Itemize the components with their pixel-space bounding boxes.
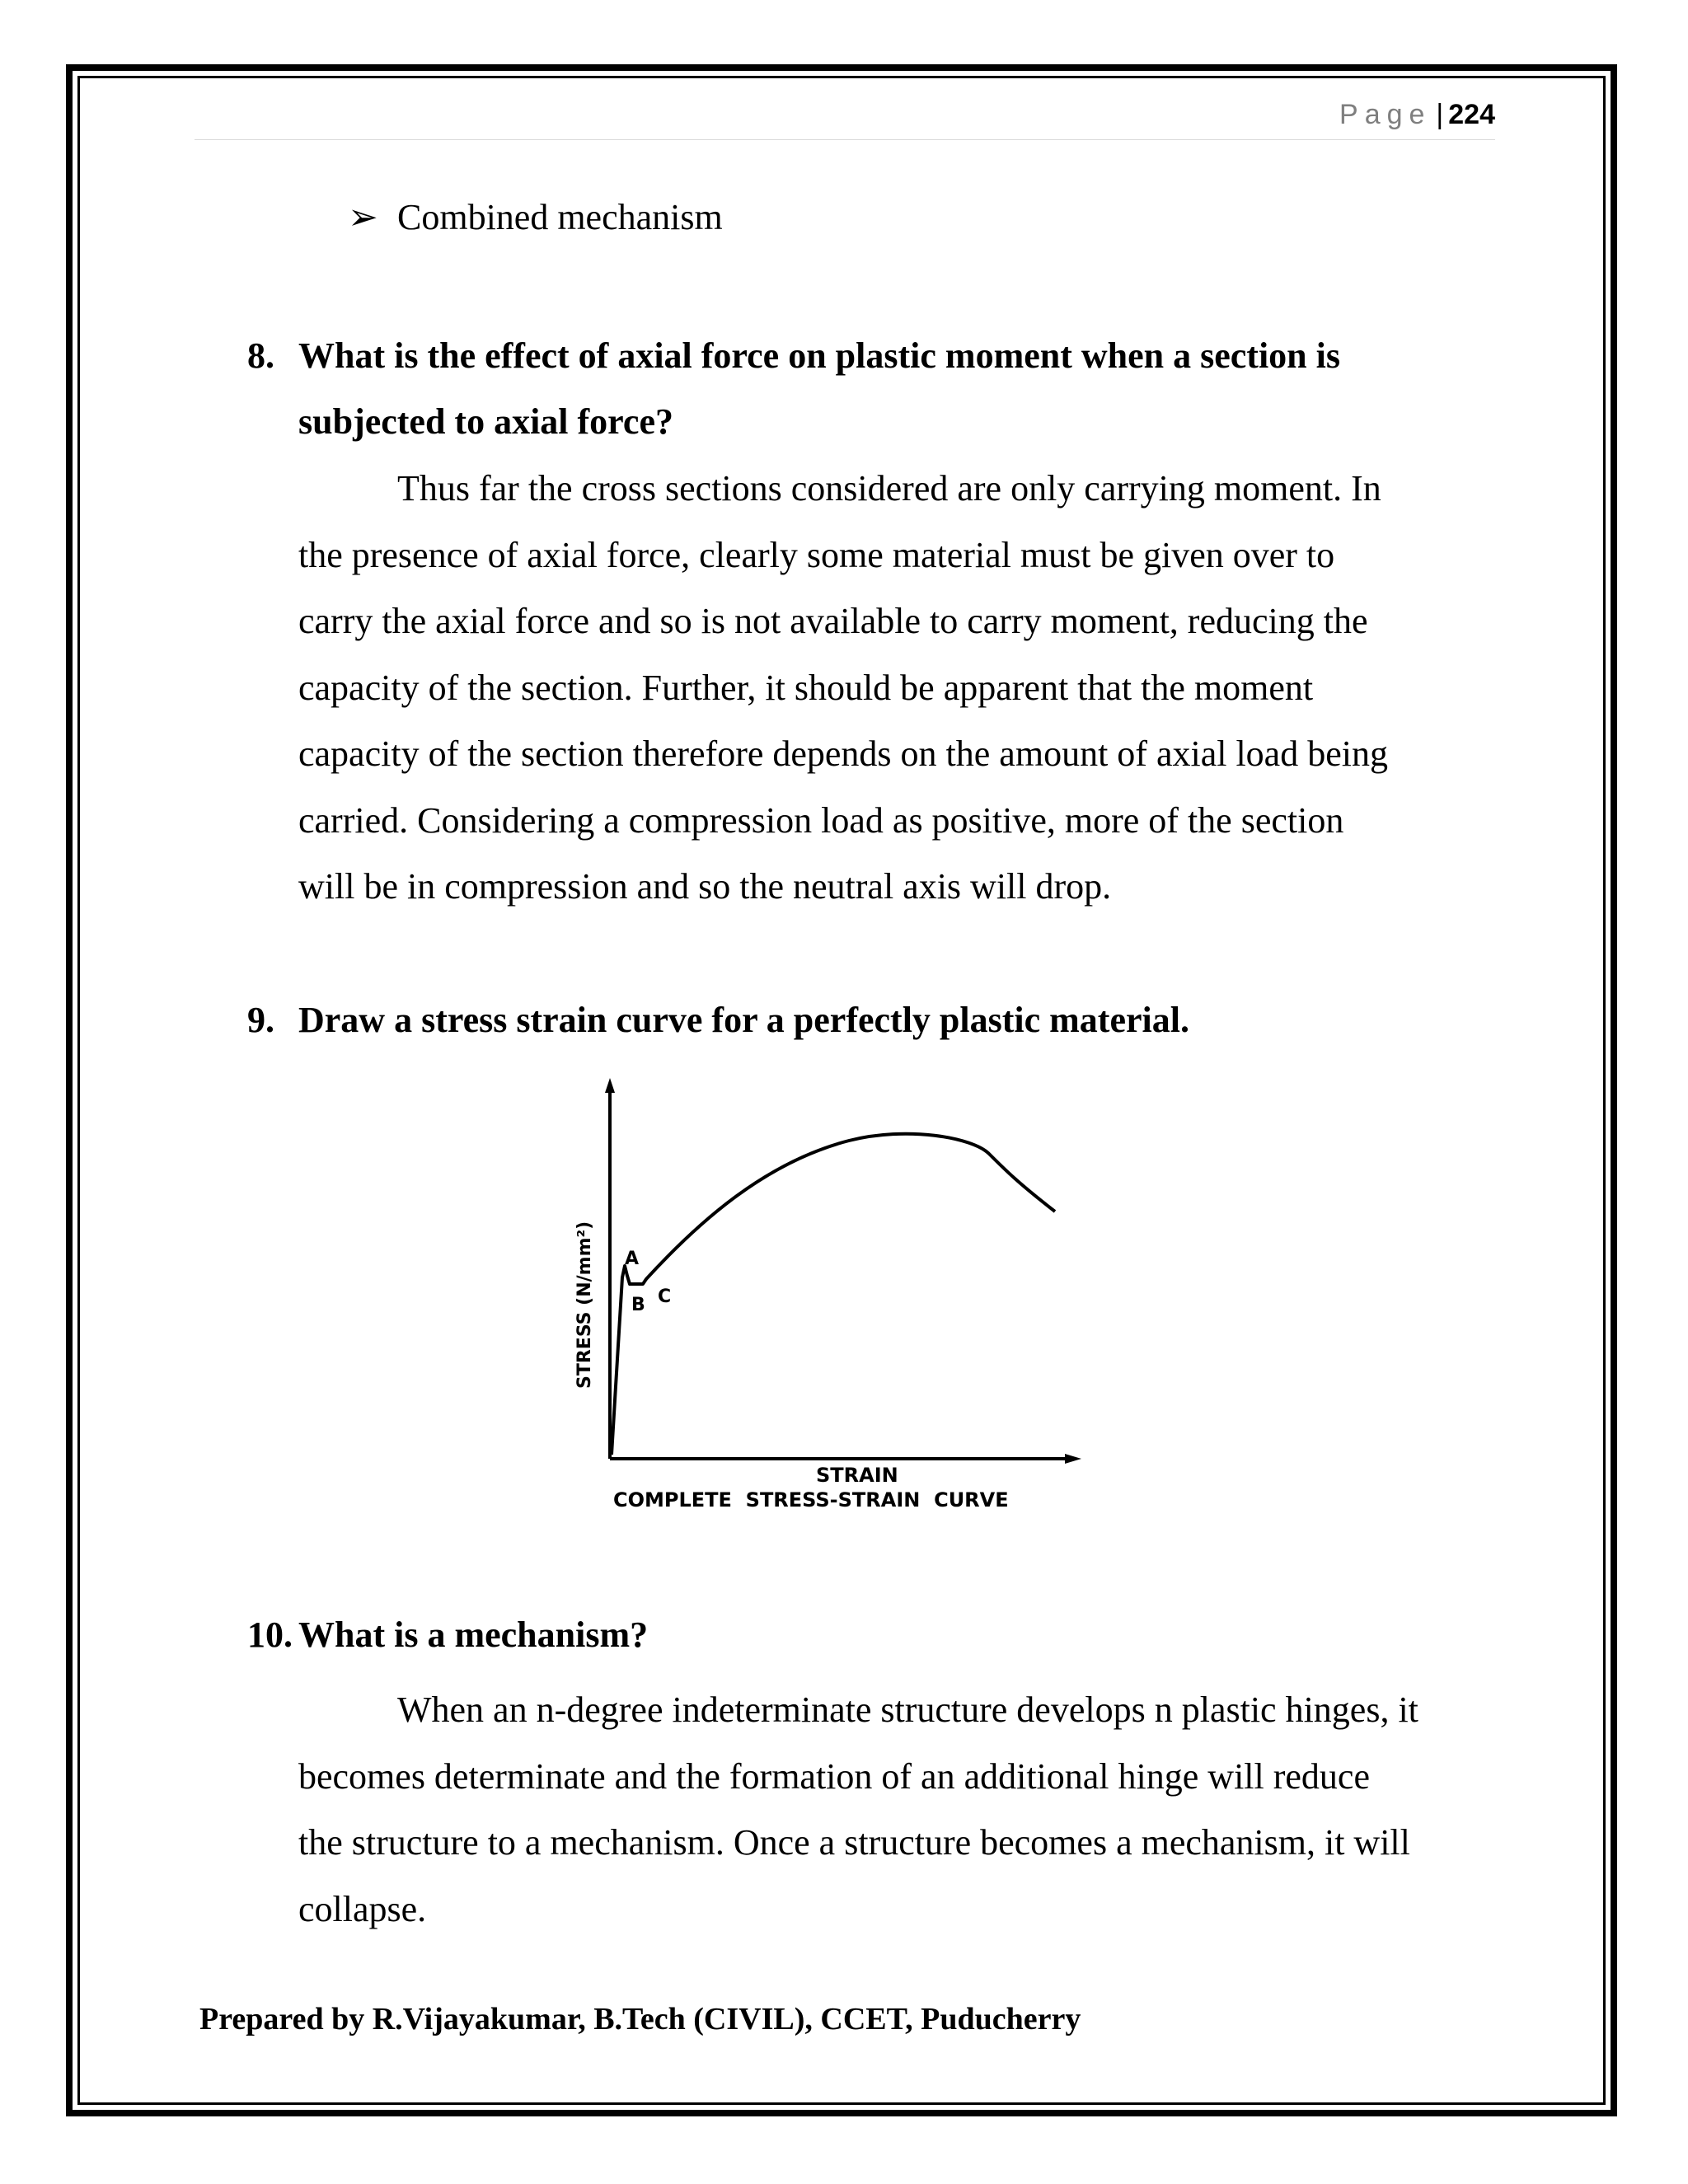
question-9 xyxy=(247,987,1189,1053)
answer-8-line: capacity of the section therefore depends on the amount of axial load being xyxy=(298,733,1388,774)
answer-8-line: will be in compression and so the neutral axis will drop. xyxy=(298,866,1112,907)
question-8-line-1: What is the effect of axial force on plastic moment when a section is xyxy=(298,335,1340,376)
answer-8-line: carry the axial force and so is not available to carry moment, reducing the xyxy=(298,601,1368,641)
question-9-number: 9. xyxy=(247,1000,274,1040)
answer-8-line: the presence of axial force, clearly some material must be given over to xyxy=(298,534,1335,575)
question-10-text: What is a mechanism? xyxy=(298,1615,649,1655)
point-label-a: A xyxy=(625,1249,640,1269)
figure-caption: COMPLETE STRESS-STRAIN CURVE xyxy=(613,1488,1009,1511)
question-8-text xyxy=(298,323,1502,455)
x-axis-arrowhead xyxy=(1065,1454,1081,1464)
stress-strain-curve xyxy=(612,1134,1055,1455)
point-label-b: B xyxy=(631,1295,645,1315)
page-footer: Prepared by R.Vijayakumar, B.Tech (CIVIL), CCET, Puducherry xyxy=(199,2002,1081,2036)
question-9-text: Draw a stress strain curve for a perfectly plastic material. xyxy=(298,1000,1189,1040)
y-axis-arrowhead xyxy=(605,1078,615,1093)
point-label-c: C xyxy=(658,1286,672,1307)
stress-strain-diagram xyxy=(544,1071,1104,1533)
page-separator: | xyxy=(1436,99,1444,130)
question-8-line-2: subjected to axial force? xyxy=(298,401,673,442)
page-label: Page xyxy=(1339,99,1432,130)
bullet-item xyxy=(348,196,723,238)
question-10 xyxy=(247,1602,648,1668)
answer-10-line: collapse. xyxy=(298,1888,427,1929)
question-8-number: 8. xyxy=(247,335,274,376)
y-axis-label: STRESS (N/mm²) xyxy=(574,1221,595,1389)
answer-8-line: capacity of the section. Further, it should be apparent that the moment xyxy=(298,667,1314,708)
answer-8-line: Thus far the cross sections considered are only carrying moment. In xyxy=(397,468,1381,509)
answer-10-line: becomes determinate and the formation of an additional hinge will reduce xyxy=(298,1755,1370,1797)
answer-10-line: the structure to a mechanism. Once a structure becomes a mechanism, it will xyxy=(298,1822,1410,1863)
page-number: 224 xyxy=(1448,99,1495,130)
stress-strain-figure xyxy=(544,1071,1104,1533)
answer-10-line: When an n-degree indeterminate structure develops n plastic hinges, it xyxy=(397,1690,1418,1730)
x-axis-label: STRAIN xyxy=(816,1464,898,1487)
answer-8-line: carried. Considering a compression load as positive, more of the section xyxy=(298,799,1344,841)
question-10-number: 10. xyxy=(247,1615,293,1655)
arrow-bullet-icon: ➢ xyxy=(348,197,378,237)
answer-8 xyxy=(298,456,1510,921)
answer-10 xyxy=(298,1677,1510,1943)
bullet-text: Combined mechanism xyxy=(397,197,723,237)
page-header xyxy=(195,99,1495,140)
